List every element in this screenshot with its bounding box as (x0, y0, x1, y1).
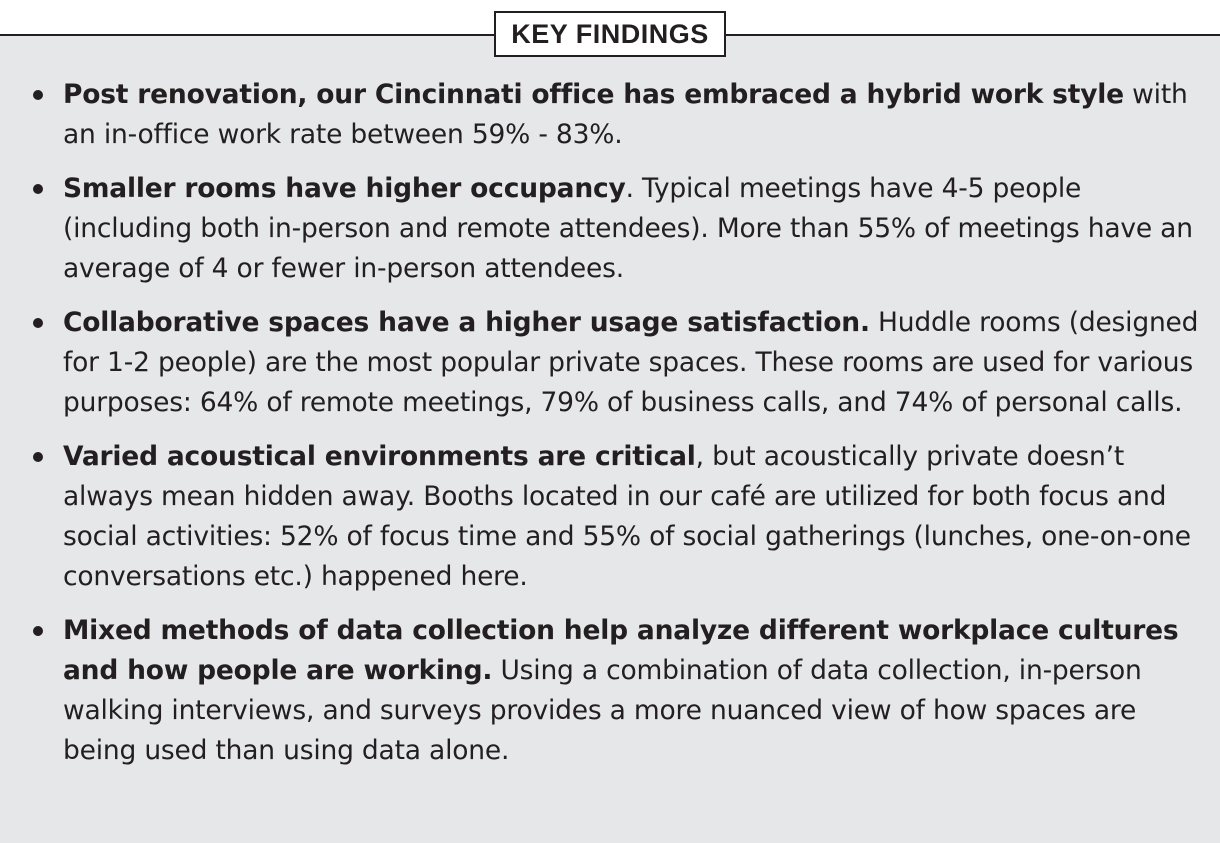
finding-body: . Typical meetings have 4-5 people (including both in-person and remote attendees). More than 55% of meetings have an average of 4 or fewer in-person attendees. (63, 173, 1193, 284)
finding-item (0, 437, 1220, 597)
finding-lead: Mixed methods of data collection help analyze different workplace cultures and how people are working. (63, 615, 1179, 686)
finding-item (0, 303, 1220, 423)
finding-lead: Collaborative spaces have a higher usage satisfaction. (63, 307, 870, 338)
bullet-icon (33, 90, 43, 100)
bullet-icon (33, 452, 43, 462)
finding-item (0, 75, 1220, 155)
finding-lead: Post renovation, our Cincinnati office has embraced a hybrid work style (63, 79, 1124, 110)
finding-body: Huddle rooms (designed for 1-2 people) are the most popular private spaces. These rooms are used for various purposes: 64% of remote meetings, 79% of business calls, and 74% of personal calls. (63, 307, 1199, 418)
finding-item (0, 169, 1220, 289)
finding-body: , but acoustically private doesn’t always mean hidden away. Booths located in our café are utilized for both focus and social activities: 52% of focus time and 55% of social gatherings (lunches, one-on-one conversations etc.) happened here. (63, 441, 1191, 592)
bullet-icon (33, 318, 43, 328)
finding-item (0, 611, 1220, 771)
finding-lead: Smaller rooms have higher occupancy (63, 173, 626, 204)
finding-body: Using a combination of data collection, in-person walking interviews, and surveys provides a more nuanced view of how spaces are being used than using data alone. (63, 655, 1142, 766)
bullet-icon (33, 184, 43, 194)
finding-body: with an in-office work rate between 59% - 83%. (63, 79, 1188, 150)
bullet-icon (33, 626, 43, 636)
key-findings-title-box (494, 11, 726, 57)
findings-list (0, 75, 1220, 785)
key-findings-title: KEY FINDINGS (511, 18, 709, 49)
finding-lead: Varied acoustical environments are critical (63, 441, 696, 472)
